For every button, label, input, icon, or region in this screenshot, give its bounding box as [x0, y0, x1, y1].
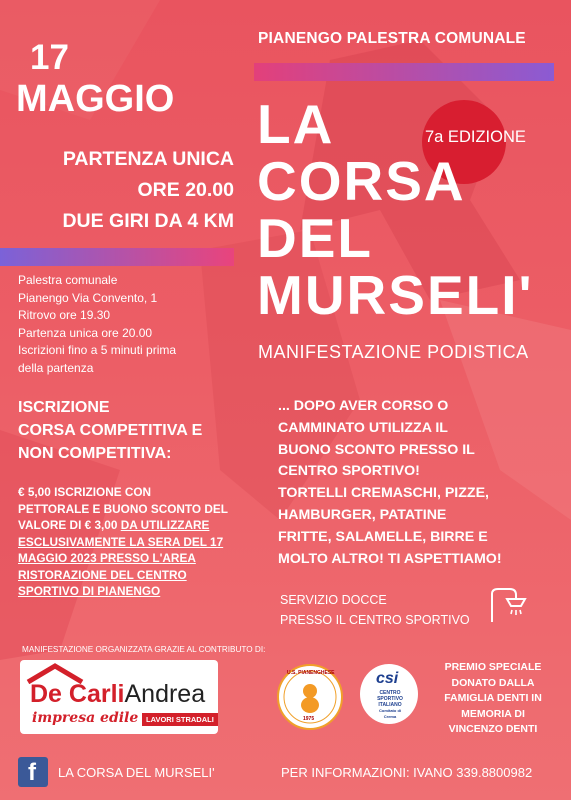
event-details: [18, 272, 176, 377]
detail-line: Partenza unica ore 20.00: [18, 325, 153, 340]
title-line2: CORSA: [257, 150, 466, 212]
contact-info: PER INFORMAZIONI: IVANO 339.8800982: [281, 765, 533, 780]
csi-text-line: CENTRO: [379, 690, 401, 696]
event-subtitle: MANIFESTAZIONE PODISTICA: [258, 342, 529, 362]
detail-line: Iscrizioni fino a 5 minuti prima: [18, 343, 177, 357]
after-race-line: CENTRO SPORTIVO!: [278, 463, 420, 480]
csi-text: [373, 690, 407, 720]
registration-underlined: MAGGIO 2023 PRESSO L'AREA: [18, 551, 196, 565]
detail-line: Palestra comunale: [18, 273, 118, 287]
registration-heading-line: NON COMPETITIVA:: [18, 445, 172, 462]
after-race-line: BUONO SCONTO PRESSO IL: [278, 441, 475, 458]
registration-heading: [18, 396, 202, 465]
start-info: [62, 144, 234, 237]
prize-line: MEMORIA DI: [461, 707, 525, 720]
prize-line: PREMIO SPECIALE: [444, 661, 542, 673]
detail-line: Ritrovo ore 19.30: [18, 308, 111, 322]
after-race-line: MOLTO ALTRO! TI ASPETTIAMO!: [278, 550, 502, 567]
date-month: MAGGIO: [16, 78, 175, 120]
title-line1: LA: [257, 93, 335, 155]
after-race-line: TORTELLI CREMASCHI, PIZZE,: [278, 485, 489, 502]
sponsor-caption: MANIFESTAZIONE ORGANIZZATA GRAZIE AL CONTRIBUTO DI:: [22, 645, 266, 654]
showers-line: PRESSO IL CENTRO SPORTIVO: [280, 613, 470, 627]
showers-text: [280, 590, 470, 630]
event-title: [257, 93, 534, 326]
after-race-line: FRITTE, SALAMELLE, BIRRE E: [278, 528, 488, 545]
sponsor-tag2: LAVORI STRADALI: [142, 713, 218, 726]
registration-line: VALORE DI € 3,00: [18, 518, 121, 532]
prize-text: [428, 660, 558, 738]
start-info-line1: PARTENZA UNICA: [62, 148, 234, 170]
csi-text-line: ITALIANO: [378, 702, 402, 708]
usp-text: U.S. PIANENGHESE: [287, 670, 335, 676]
registration-heading-line: CORSA COMPETITIVA E: [18, 422, 203, 439]
registration-line: PETTORALE E BUONO SCONTO DEL: [18, 501, 228, 516]
gradient-bar-left: [0, 248, 234, 266]
usp-logo: [277, 664, 343, 730]
registration-line: € 5,00 ISCRIZIONE CON: [18, 485, 152, 499]
registration-underlined: SPORTIVO DI PIANENGO: [18, 584, 161, 598]
csi-logo: [360, 664, 418, 724]
registration-underlined: DA UTILIZZARE: [120, 518, 210, 532]
detail-line: Pianengo Via Convento, 1: [18, 290, 158, 305]
facebook-page-label[interactable]: LA CORSA DEL MURSELI': [58, 765, 215, 780]
csi-text-line: SPORTIVO: [377, 696, 403, 702]
venue-heading: PIANENGO PALESTRA COMUNALE: [258, 30, 526, 47]
sponsor-name-a: De Carli: [30, 680, 125, 708]
prize-line: VINCENZO DENTI: [448, 723, 538, 735]
after-race-text: [278, 396, 502, 570]
gradient-bar-top: [254, 63, 554, 81]
edition-label: 7a EDIZIONE: [425, 128, 526, 146]
after-race-line: ... DOPO AVER CORSO O: [278, 398, 449, 414]
registration-underlined: RISTORAZIONE DEL CENTRO: [18, 567, 187, 582]
after-race-line: CAMMINATO UTILIZZA IL: [278, 419, 448, 436]
showers-line: SERVIZIO DOCCE: [280, 593, 387, 607]
registration-heading-line: ISCRIZIONE: [18, 399, 110, 416]
title-line4: MURSELI': [257, 264, 534, 326]
prize-line: DONATO DALLA: [451, 676, 535, 689]
start-info-line3: DUE GIRI DA 4 KM: [62, 210, 234, 232]
shower-icon: [488, 586, 532, 626]
facebook-icon[interactable]: f: [18, 757, 48, 787]
date-day: 17: [30, 38, 69, 77]
sponsor-logo: [20, 660, 218, 734]
csi-text-line: Comitato di Crema: [379, 708, 401, 719]
registration-underlined: ESCLUSIVAMENTE LA SERA DEL 17: [18, 534, 224, 549]
usp-year: 1975: [303, 716, 315, 722]
sponsor-tagline: impresa edile: [32, 710, 139, 726]
title-line3: DEL: [257, 207, 373, 269]
sponsor-name-b: Andrea: [124, 680, 206, 708]
start-info-line2: ORE 20.00: [137, 179, 234, 201]
csi-mark: csi: [376, 670, 399, 687]
detail-line: della partenza: [18, 360, 94, 375]
prize-line: FAMIGLIA DENTI IN: [444, 692, 542, 704]
after-race-line: HAMBURGER, PATATINE: [278, 506, 447, 523]
registration-text: [18, 484, 228, 600]
